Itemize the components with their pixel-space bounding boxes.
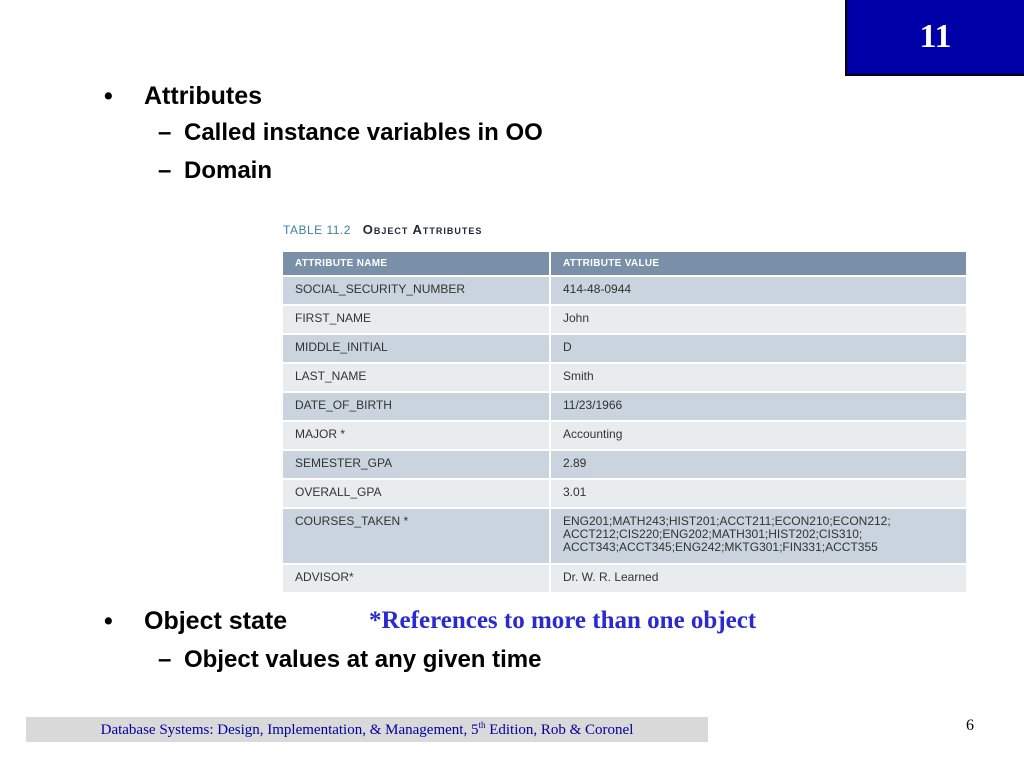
attribute-value-cell: Dr. W. R. Learned: [551, 565, 966, 594]
table-row: [283, 509, 966, 565]
table-row: [283, 565, 966, 594]
dash-icon: –: [158, 157, 172, 184]
table-row: [283, 451, 966, 480]
dash-icon: –: [158, 646, 172, 673]
table-header-row: [283, 252, 966, 277]
chapter-number-badge: [845, 0, 1024, 76]
attribute-value-cell: ENG201;MATH243;HIST201;ACCT211;ECON210;ECON212; ACCT212;CIS220;ENG202;MATH301;HIST202;CIS310; ACCT343;ACCT345;ENG242;MKTG301;FIN331;ACCT355: [551, 509, 966, 565]
bullet-text: Object state: [144, 607, 288, 635]
bullet-object-state: [104, 607, 287, 636]
attribute-name-cell: LAST_NAME: [283, 364, 551, 393]
object-attributes-table: [283, 252, 966, 594]
attribute-name-cell: MAJOR *: [283, 422, 551, 451]
attribute-name-cell: ADVISOR*: [283, 565, 551, 594]
attribute-name-cell: FIRST_NAME: [283, 306, 551, 335]
attribute-name-cell: DATE_OF_BIRTH: [283, 393, 551, 422]
subbullet-text: Domain: [184, 157, 273, 184]
bullet-icon: •: [104, 607, 113, 635]
page-number: 6: [966, 717, 974, 734]
table-caption-number: TABLE 11.2: [283, 223, 351, 237]
attribute-name-cell: SEMESTER_GPA: [283, 451, 551, 480]
table-caption-title: Object Attributes: [362, 222, 483, 237]
table-row: [283, 335, 966, 364]
footer-text-after: Edition, Rob & Coronel: [485, 722, 634, 738]
subbullet-text: Object values at any given time: [184, 646, 542, 673]
chapter-number: 11: [919, 18, 952, 55]
attribute-value-cell: 414-48-0944: [551, 277, 966, 306]
attribute-name-cell: SOCIAL_SECURITY_NUMBER: [283, 277, 551, 306]
attribute-name-cell: COURSES_TAKEN *: [283, 509, 551, 565]
attribute-value-cell: D: [551, 335, 966, 364]
bullet-text: Attributes: [144, 82, 263, 110]
table-row: [283, 480, 966, 509]
table-row: [283, 422, 966, 451]
table-caption: [283, 222, 482, 237]
subbullet-text: Called instance variables in OO: [184, 119, 543, 146]
subbullet-instance-variables: [158, 119, 543, 147]
footer-superscript: th: [478, 720, 486, 730]
attribute-value-cell: Smith: [551, 364, 966, 393]
attribute-value-cell: 3.01: [551, 480, 966, 509]
subbullet-object-values: [158, 646, 541, 674]
bullet-icon: •: [104, 82, 113, 110]
table-row: [283, 364, 966, 393]
dash-icon: –: [158, 119, 172, 146]
attribute-value-cell: John: [551, 306, 966, 335]
attribute-name-cell: OVERALL_GPA: [283, 480, 551, 509]
attribute-value-cell: 11/23/1966: [551, 393, 966, 422]
subbullet-domain: [158, 157, 272, 185]
table-row: [283, 277, 966, 306]
footer-text-before: Database Systems: Design, Implementation, & Management, 5: [100, 722, 479, 738]
table-row: [283, 306, 966, 335]
attribute-value-cell: Accounting: [551, 422, 966, 451]
footer-text: [101, 720, 634, 739]
footer-bar: [26, 717, 708, 742]
header-attribute-name: ATTRIBUTE NAME: [283, 252, 551, 277]
attribute-name-cell: MIDDLE_INITIAL: [283, 335, 551, 364]
header-attribute-value: ATTRIBUTE VALUE: [551, 252, 966, 277]
attribute-value-cell: 2.89: [551, 451, 966, 480]
bullet-attributes: [104, 82, 262, 111]
references-note: *References to more than one object: [369, 607, 757, 634]
table-row: [283, 393, 966, 422]
